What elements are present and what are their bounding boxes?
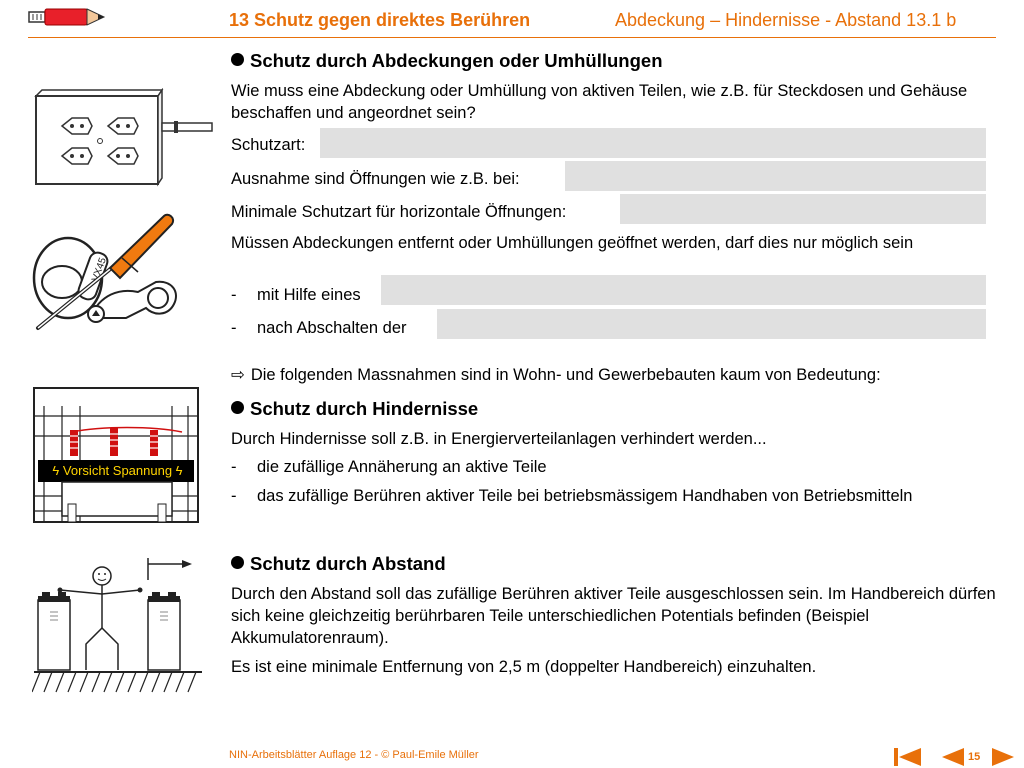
voltage-warning-sign: ϟ Vorsicht Spannung ϟ bbox=[52, 463, 183, 478]
section-distance-paragraph: Durch den Abstand soll das zufällige Berühren aktiver Teile ausgeschlossen sein. Im Handbereich dürfen sich keine gleichzeitig berührbaren Teile unterschiedlichen Potentials befinden (Beispiel Akkumulatorenraum). bbox=[231, 585, 996, 647]
obstacle-illustration bbox=[32, 386, 200, 524]
next-page-button[interactable] bbox=[990, 746, 1016, 768]
section-distance-title: Schutz durch Abstand bbox=[231, 553, 446, 575]
section-obstacles-intro: Durch Hindernisse soll z.B. in Energierverteilanlagen verhindert werden... bbox=[231, 430, 767, 448]
header-divider bbox=[28, 37, 996, 38]
topic-title: Abdeckung – Hindernisse - Abstand 13.1 b bbox=[615, 10, 957, 30]
section-covers-title: Schutz durch Abdeckungen oder Umhüllungen bbox=[231, 50, 663, 72]
arrow-right-icon: ⇨ bbox=[231, 366, 245, 384]
lightning-icon: ϟ bbox=[52, 463, 63, 478]
protection-class-label: Schutzart: bbox=[231, 136, 306, 154]
footer-copyright: NIN-Arbeitsblätter Auflage 12 - © Paul-Emile Müller bbox=[229, 749, 479, 761]
socket-outlet-illustration bbox=[32, 88, 218, 188]
distance-illustration bbox=[32, 556, 204, 696]
chapter-title: 13 Schutz gegen direktes Berühren bbox=[229, 10, 531, 30]
note-line: ⇨ Die folgenden Massnahmen sind in Wohn- und Gewerbebauten kaum von Bedeutung: bbox=[231, 366, 881, 384]
obstacle-bullet-2: - das zufällige Berühren aktiver Teile bei betriebsmässigem Handhaben von Betriebsmitteln bbox=[231, 487, 913, 505]
triangle-left-icon bbox=[940, 746, 966, 768]
section-obstacles-title: Schutz durch Hindernisse bbox=[231, 398, 478, 420]
tool-item: - mit Hilfe eines bbox=[231, 286, 361, 304]
tool-field[interactable] bbox=[381, 275, 986, 305]
protection-class-field[interactable] bbox=[320, 128, 986, 158]
tool-label: VX45 bbox=[90, 256, 109, 284]
screwdriver-key-illustration bbox=[30, 208, 190, 338]
section-covers-intro: Wie muss eine Abdeckung oder Umhüllung von aktiven Teilen, wie z.B. für Steckdosen und Gehäuse beschaffen und angeordnet sein? bbox=[231, 82, 968, 122]
lightning-icon: ϟ bbox=[172, 463, 183, 478]
disconnect-field[interactable] bbox=[437, 309, 986, 339]
section-distance-rule: Es ist eine minimale Entfernung von 2,5 m (doppelter Handbereich) einzuhalten. bbox=[231, 658, 817, 676]
page-number: 15 bbox=[968, 751, 981, 763]
min-protection-label: Minimale Schutzart für horizontale Öffnungen: bbox=[231, 203, 567, 221]
previous-page-button[interactable] bbox=[940, 746, 966, 768]
obstacle-bullet-1: - die zufällige Annäherung an aktive Teile bbox=[231, 458, 547, 476]
first-page-button[interactable] bbox=[893, 746, 923, 768]
skip-first-icon bbox=[893, 746, 923, 768]
logo bbox=[28, 6, 110, 28]
exception-field[interactable] bbox=[565, 161, 986, 191]
triangle-right-icon bbox=[990, 746, 1016, 768]
min-protection-field[interactable] bbox=[620, 194, 986, 224]
disconnect-item: - nach Abschalten der bbox=[231, 319, 407, 337]
removal-paragraph: Müssen Abdeckungen entfernt oder Umhüllungen geöffnet werden, darf dies nur möglich sein bbox=[231, 234, 914, 252]
exception-label: Ausnahme sind Öffnungen wie z.B. bei: bbox=[231, 170, 520, 188]
